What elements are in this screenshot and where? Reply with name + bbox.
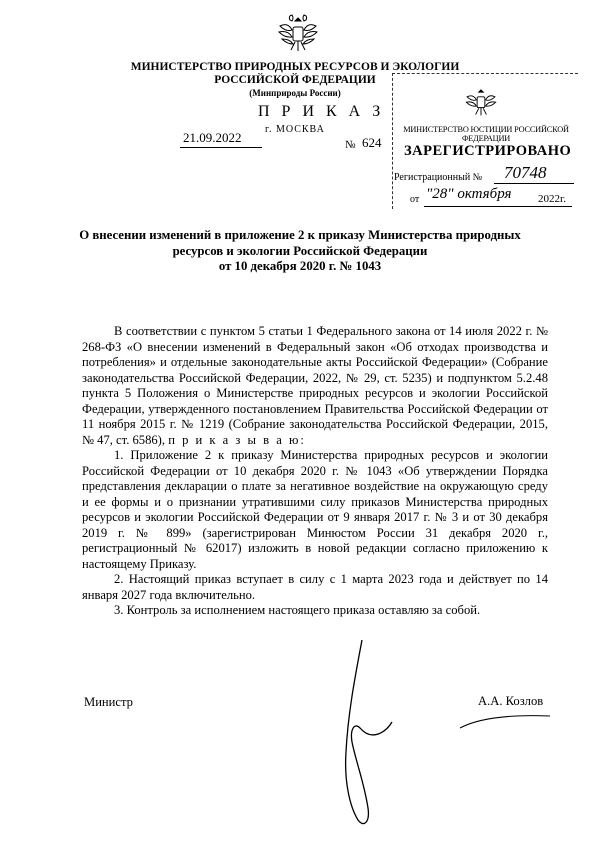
- date-underline: [180, 147, 262, 148]
- stamp-emblem-icon: [464, 86, 498, 120]
- document-heading: [50, 228, 550, 275]
- stamp-year: 2022г.: [538, 193, 567, 205]
- ministry-name: [110, 61, 480, 100]
- document-body: [82, 324, 548, 619]
- intro-text: В соответствии с пунктом 5 статьи 1 Федерального закона от 14 июля 2022 г. № 268-ФЗ «О внесении изменений в Федеральный закон «Об отходах производства и потребления» и отдельные законодательные акты Российской Федерации» (Собрание законодательства Российской Федерации, 2022, № 29, ст. 5235) и подпунктом 5.2.48 пункта 5 Положения о Министерстве природных ресурсов и экологии Российской Федерации, утвержденного постановлением Правительства Российской Федерации от 11 ноября 2015 г. № 1219 (Собрание законодательства Российской Федерации, 2015, № 47, ст. 6586),: [82, 324, 548, 447]
- stamp-border-left: [392, 73, 393, 209]
- stamp-status: ЗАРЕГИСТРИРОВАНО: [404, 143, 572, 159]
- heading-line3: от 10 декабря 2020 г. № 1043: [218, 259, 382, 273]
- order-number: 624: [362, 135, 382, 150]
- item-3: 3. Контроль за исполнением настоящего приказа оставляю за собой.: [114, 603, 481, 617]
- stamp-date-handwritten: "28" октября: [426, 186, 512, 202]
- signatory-name: А.А. Козлов: [478, 694, 544, 708]
- item-2: 2. Настоящий приказ вступает в силу с 1 марта 2023 года и действует по 14 января 2027 года включительно.: [82, 572, 548, 602]
- stamp-border-top: [392, 73, 578, 74]
- signatory-title: Министр: [84, 695, 133, 709]
- stamp-organization: МИНИСТЕРСТВО ЮСТИЦИИ РОССИЙСКОЙ ФЕДЕРАЦИИ: [403, 125, 569, 143]
- stamp-number-underline: [494, 183, 574, 184]
- ministry-line2: РОССИЙСКОЙ ФЕДЕРАЦИИ: [214, 74, 376, 86]
- ministry-short-name: (Минприроды России): [249, 88, 341, 98]
- order-number-label: №: [345, 139, 356, 151]
- heading-line2: ресурсов и экологии Российской Федерации: [172, 243, 428, 258]
- coat-of-arms-emblem: [276, 12, 320, 56]
- stamp-reg-label: Регистрационный №: [394, 172, 483, 183]
- stamp-date-label: от: [410, 194, 420, 205]
- heading-line1: О внесении изменений в приложение 2 к приказу Министерства природных: [79, 228, 521, 242]
- ministry-line1: МИНИСТЕРСТВО ПРИРОДНЫХ РЕСУРСОВ И ЭКОЛОГИИ: [130, 61, 460, 73]
- order-city: г. МОСКВА: [265, 124, 325, 135]
- item-1: 1. Приложение 2 к приказу Министерства природных ресурсов и экологии Российской Федерации от 10 декабря 2020 г. № 1043 «Об утверждении Порядка представления декларации о плате за негативное воздействие на окружающую среду и ее формы и о признании утратившими силу приказов Министерства природных ресурсов и экологии Российской Федерации от 9 января 2017 г. № 3 и от 30 декабря 2019 г. № 899» (зарегистрирован Минюстом России 31 декабря 2020 г., регистрационный № 62017) изложить в новой редакции согласно приложению к настоящему Приказу.: [82, 448, 548, 571]
- stamp-date-underline: [424, 206, 572, 207]
- decree-word: п р и к а з ы в а ю:: [168, 432, 306, 447]
- intro-paragraph: [82, 324, 548, 448]
- order-date: 21.09.2022: [183, 130, 242, 145]
- stamp-reg-number: 70748: [504, 163, 547, 182]
- document-type: П Р И К А З: [258, 103, 385, 120]
- handwritten-signature: [300, 632, 560, 832]
